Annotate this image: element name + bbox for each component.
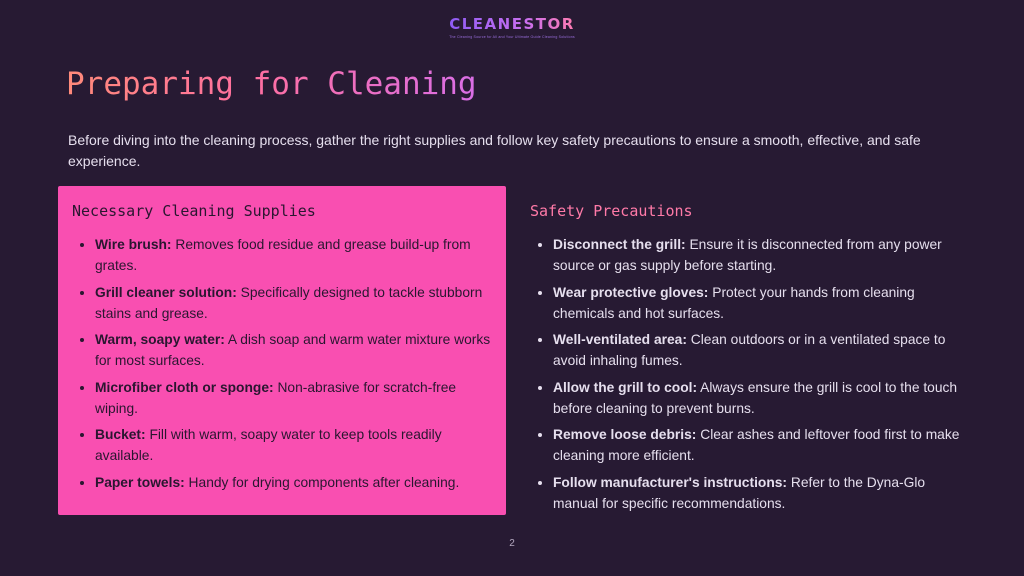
item-description: Always ensure the grill is cool to the touch before cleaning to prevent burns. [553,379,958,416]
item-description: Ensure it is disconnected from any power source or gas supply before starting. [553,237,942,273]
item-description: Handy for drying components after cleaning. [184,474,460,490]
item-description: Clean outdoors or in a ventilated space to avoid inhaling fumes. [553,332,946,368]
item-description: Non-abrasive for scratch-free wiping. [95,379,457,416]
page-number: 2 [509,538,515,549]
safety-list [530,234,963,519]
list-item [553,377,963,419]
item-term: Disconnect the grill: [553,237,686,252]
supplies-card [58,186,506,515]
item-description: Refer to the Dyna-Glo manual for specific recommendations. [553,474,926,511]
item-description: Fill with warm, soapy water to keep tools readily available. [95,427,442,463]
logo-wordmark: CLEANESTOR [449,15,575,33]
item-description: Protect your hands from cleaning chemicals and hot surfaces. [553,284,915,321]
list-item [95,282,495,324]
item-description: Specifically designed to tackle stubborn stains and grease. [95,284,483,321]
item-term: Wear protective gloves: [553,284,709,300]
list-item [95,472,495,493]
page-title: Preparing for Cleaning [66,62,477,106]
item-term: Grill cleaner solution: [95,284,237,300]
safety-section [516,186,960,515]
item-term: Follow manufacturer's instructions: [553,474,788,490]
list-item [95,329,495,371]
list-item [553,424,963,466]
safety-heading: Safety Precautions [530,202,693,220]
list-item [553,472,963,514]
item-description: A dish soap and warm water mixture works for most surfaces. [95,332,491,368]
supplies-list [72,234,495,498]
list-item [95,234,495,276]
supplies-heading: Necessary Cleaning Supplies [72,202,316,220]
logo-tagline: The Cleaning Source for All and Your Ultimate Guide Cleaning Solutions [449,35,575,39]
list-item [553,329,963,371]
list-item [553,282,963,324]
intro-paragraph: Before diving into the cleaning process, gather the right supplies and follow key safety precautions to ensure a smooth, effective, and safe experience. [68,132,921,169]
item-term: Warm, soapy water: [95,332,225,347]
item-term: Well-ventilated area: [553,332,687,347]
item-term: Remove loose debris: [553,427,697,442]
item-term: Paper towels: [95,474,185,490]
item-term: Allow the grill to cool: [553,379,698,395]
list-item [95,377,495,419]
list-item [553,234,963,276]
brand-logo [0,14,1024,40]
item-description: Clear ashes and leftover food first to make cleaning more efficient. [553,427,960,463]
item-term: Wire brush: [95,237,172,252]
item-term: Bucket: [95,427,146,442]
item-description: Removes food residue and grease build-up from grates. [95,237,471,273]
item-term: Microfiber cloth or sponge: [95,379,274,395]
list-item [95,424,495,466]
